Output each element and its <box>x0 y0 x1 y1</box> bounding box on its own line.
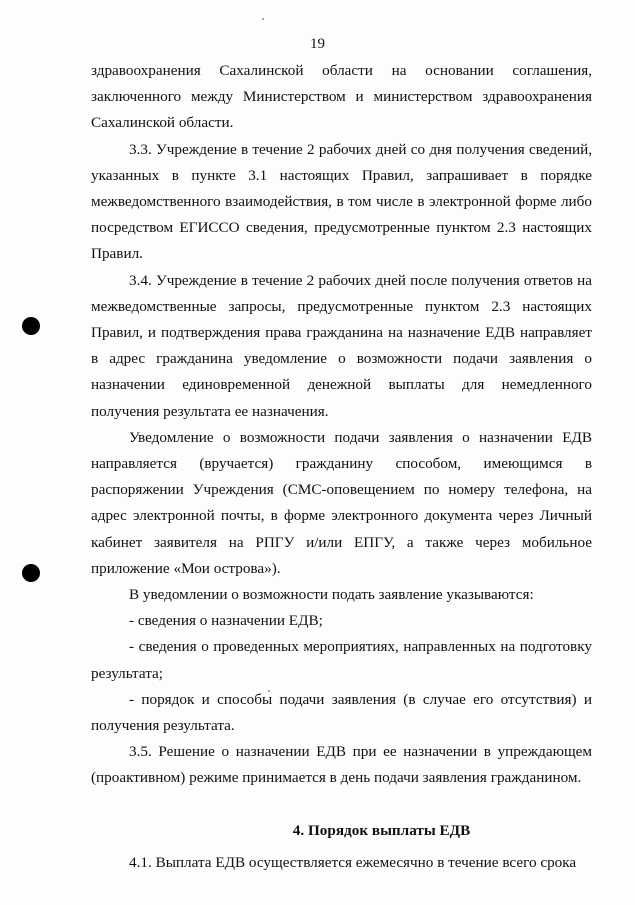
paragraph-3-3: 3.3. Учреждение в течение 2 рабочих дней со дня получения сведений, указанных в пункте 3.1 настоящих Правил, запрашивает в порядке межведомственного взаимодействия, в том числе в электронной форме либо посредством ЕГИССО сведения, предусмотренные пунктом 2.3 настоящих Правил. <box>91 140 592 263</box>
scan-speck <box>262 18 264 20</box>
paragraph-3-5: 3.5. Решение о назначении ЕДВ при ее назначении в упреждающем (проактивном) режиме принимается в день подачи заявления гражданином. <box>91 743 592 787</box>
punch-hole <box>22 564 40 582</box>
paragraph-notification: Уведомление о возможности подачи заявления о назначении ЕДВ направляется (вручается) гражданину способом, имеющимся в распоряжении Учреждения (СМС-оповещением по номеру телефона, на адрес электронной почты, в форме электронного документа через Личный кабинет заявителя на РПГУ и/или ЕПГУ, а также через мобильное приложение «Мои острова»). <box>91 428 592 577</box>
page-number: 19 <box>310 36 325 52</box>
paragraph: здравоохранения Сахалинской области на основании соглашения, заключенного между Министерством и министерством здравоохранения Сахалинской области. <box>91 62 592 132</box>
punch-hole <box>22 317 40 335</box>
paragraph-4-1: 4.1. Выплата ЕДВ осуществляется ежемесячно в течение всего срока <box>129 853 577 871</box>
paragraph-list-intro: В уведомлении о возможности подать заявление указываются: <box>129 586 534 604</box>
body-text <box>91 58 592 876</box>
list-item: - сведения о проведенных мероприятиях, направленных на подготовку результата; <box>91 638 592 682</box>
section-heading: 4. Порядок выплаты ЕДВ <box>292 821 471 839</box>
list-item: - порядок и способы подачи заявления (в случае его отсутствия) и получения результата. <box>91 690 592 735</box>
list-item: - сведения о назначении ЕДВ; <box>129 612 323 630</box>
paragraph-3-4: 3.4. Учреждение в течение 2 рабочих дней после получения ответов на межведомственные запросы, предусмотренные пунктом 2.3 настоящих Правил, и подтверждения права гражданина на назначение ЕДВ направляет в адрес гражданина уведомление о возможности подачи заявления о назначении единовременной денежной выплаты для немедленного получения результата ее назначения. <box>91 271 592 420</box>
